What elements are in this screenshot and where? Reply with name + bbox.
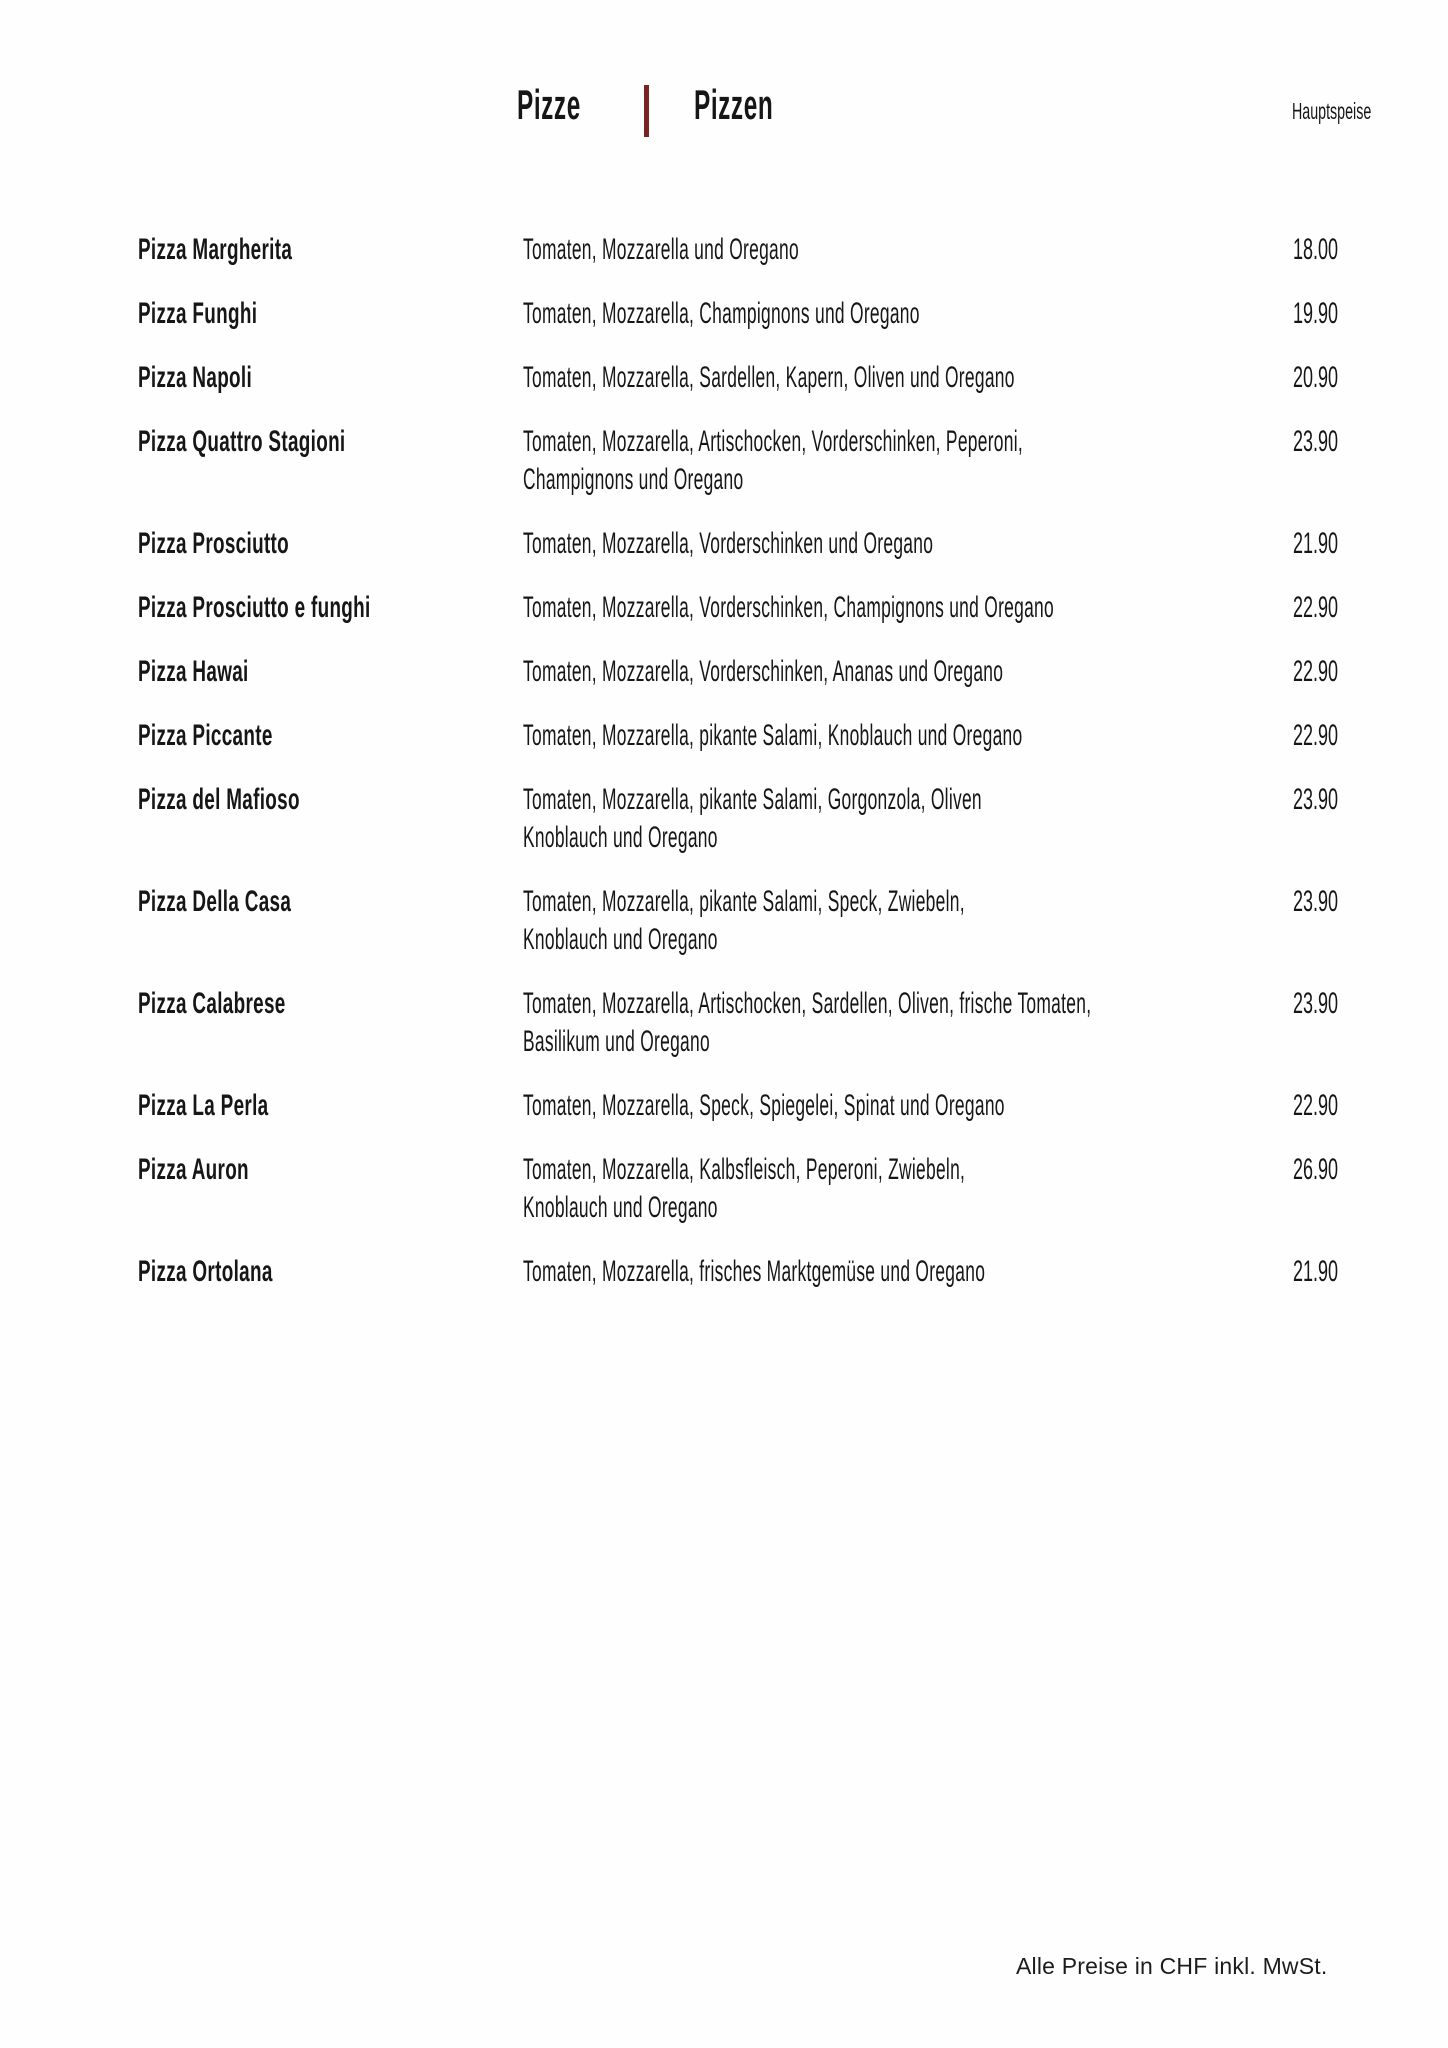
item-name: Pizza Quattro Stagioni	[138, 425, 346, 458]
item-price: 22.90	[1293, 1089, 1339, 1122]
menu-item-row	[0, 883, 1448, 959]
menu-item-row	[0, 985, 1448, 1061]
item-description: Tomaten, Mozzarella, pikante Salami, Gorgonzola, Oliven Knoblauch und Oregano	[523, 783, 982, 854]
menu-item-row	[0, 295, 1448, 333]
price-disclaimer: Alle Preise in CHF inkl. MwSt.	[1016, 1953, 1328, 1979]
item-price: 23.90	[1293, 425, 1339, 458]
item-description: Tomaten, Mozzarella, Vorderschinken, Champignons und Oregano	[523, 591, 1054, 624]
menu-item-row	[0, 1087, 1448, 1125]
menu-item-row	[0, 231, 1448, 269]
section-label-text: Hauptspeise	[1292, 98, 1372, 124]
item-price: 22.90	[1293, 655, 1339, 688]
menu-item-row	[0, 423, 1448, 499]
item-description: Tomaten, Mozzarella und Oregano	[523, 233, 799, 266]
menu-list	[0, 231, 1448, 1317]
item-description: Tomaten, Mozzarella, Vorderschinken und Oregano	[523, 527, 934, 560]
item-description: Tomaten, Mozzarella, pikante Salami, Speck, Zwiebeln, Knoblauch und Oregano	[523, 885, 965, 956]
item-description: Tomaten, Mozzarella, Vorderschinken, Ananas und Oregano	[523, 655, 1004, 688]
item-description: Tomaten, Mozzarella, Sardellen, Kapern, Oliven und Oregano	[523, 361, 1015, 394]
item-name: Pizza del Mafioso	[138, 783, 300, 816]
menu-item-row	[0, 781, 1448, 857]
item-name: Pizza Auron	[138, 1153, 249, 1186]
menu-item-row	[0, 525, 1448, 563]
menu-item-row	[0, 653, 1448, 691]
item-name: Pizza Calabrese	[138, 987, 286, 1020]
item-name: Pizza Ortolana	[138, 1255, 273, 1288]
section-label	[1292, 99, 1420, 124]
item-price: 26.90	[1293, 1153, 1339, 1186]
item-name: Pizza La Perla	[138, 1089, 269, 1122]
item-name: Pizza Margherita	[138, 233, 293, 266]
item-name: Pizza Prosciutto	[138, 527, 290, 560]
item-price: 22.90	[1293, 591, 1339, 624]
item-price: 23.90	[1293, 987, 1339, 1020]
item-description: Tomaten, Mozzarella, Artischocken, Sardellen, Oliven, frische Tomaten, Basilikum und Oregano	[523, 987, 1092, 1058]
menu-item-row	[0, 1253, 1448, 1291]
menu-item-row	[0, 359, 1448, 397]
page-title-german-text: Pizzen	[694, 81, 774, 128]
item-price: 21.90	[1293, 1255, 1339, 1288]
item-description: Tomaten, Mozzarella, frisches Marktgemüse und Oregano	[523, 1255, 986, 1288]
page-title-italian-text: Pizze	[517, 81, 581, 128]
item-description: Tomaten, Mozzarella, pikante Salami, Knoblauch und Oregano	[523, 719, 1023, 752]
page-title-italian	[517, 82, 627, 128]
item-name: Pizza Funghi	[138, 297, 258, 330]
item-price: 20.90	[1293, 361, 1339, 394]
item-description: Tomaten, Mozzarella, Champignons und Oregano	[523, 297, 920, 330]
item-price: 19.90	[1293, 297, 1339, 330]
item-price: 23.90	[1293, 885, 1339, 918]
item-description: Tomaten, Mozzarella, Speck, Spiegelei, Spinat und Oregano	[523, 1089, 1005, 1122]
title-separator-bar	[644, 85, 649, 137]
item-name: Pizza Hawai	[138, 655, 249, 688]
item-name: Pizza Piccante	[138, 719, 273, 752]
item-name: Pizza Prosciutto e funghi	[138, 591, 371, 624]
item-price: 23.90	[1293, 783, 1339, 816]
menu-item-row	[0, 717, 1448, 755]
item-name: Pizza Napoli	[138, 361, 253, 394]
item-description: Tomaten, Mozzarella, Kalbsfleisch, Peperoni, Zwiebeln, Knoblauch und Oregano	[523, 1153, 966, 1224]
page-title-german	[694, 82, 831, 128]
menu-item-row	[0, 1151, 1448, 1227]
item-name: Pizza Della Casa	[138, 885, 292, 918]
item-price: 18.00	[1293, 233, 1339, 266]
item-price: 21.90	[1293, 527, 1339, 560]
item-description: Tomaten, Mozzarella, Artischocken, Vorderschinken, Peperoni, Champignons und Oregano	[523, 425, 1024, 496]
menu-item-row	[0, 589, 1448, 627]
item-price: 22.90	[1293, 719, 1339, 752]
